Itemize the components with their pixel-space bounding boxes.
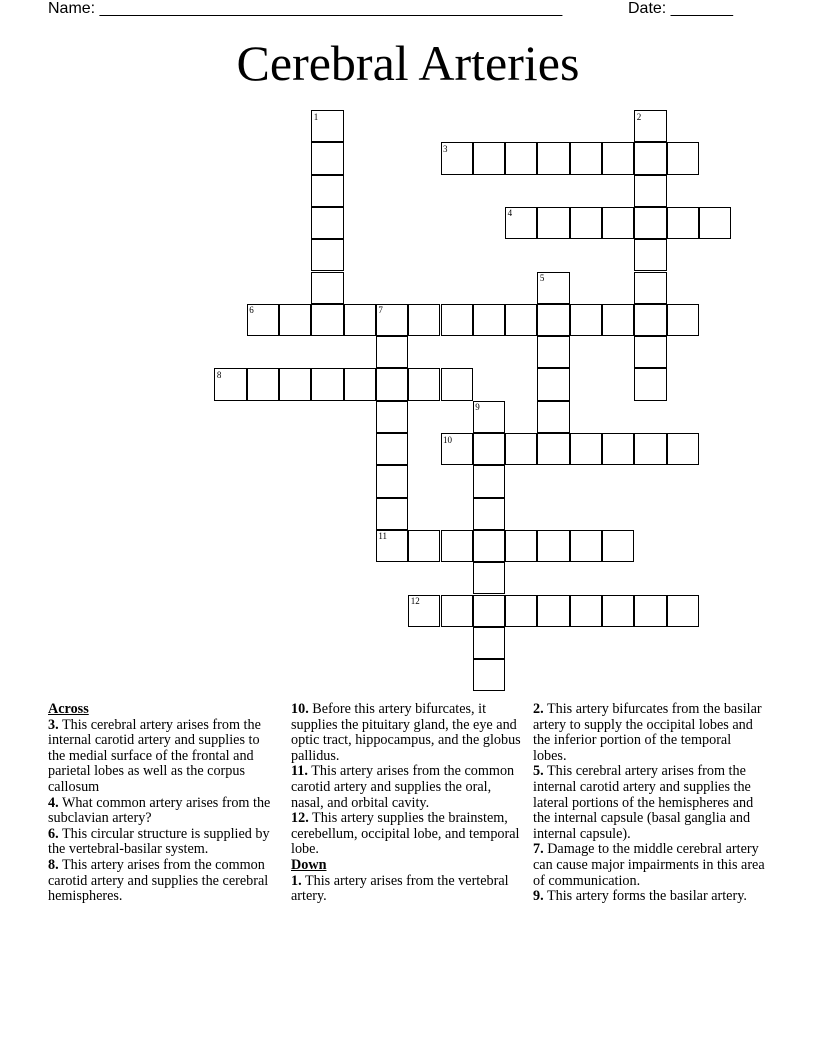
clue-across-12: 12. This artery supplies the brainstem, cerebellum, occipital lobe, and temporal lobe. [291,810,520,858]
clue-number-11: 11 [378,531,388,542]
grid-cell[interactable] [473,595,505,627]
grid-cell[interactable] [537,595,569,627]
clue-column-2 [291,702,523,905]
grid-cell[interactable] [441,530,473,562]
grid-cell[interactable] [408,304,440,336]
grid-cell[interactable] [473,627,505,659]
grid-cell[interactable] [376,465,408,497]
grid-cell[interactable] [634,272,666,304]
clue-across-6: 6. This circular structure is supplied by the vertebral-basilar system. [48,825,270,858]
grid-cell[interactable] [667,304,699,336]
grid-cell[interactable] [667,595,699,627]
grid-cell[interactable] [344,304,376,336]
grid-cell[interactable] [505,304,537,336]
name-field-label: Name: ____________________________________________________ [48,0,563,17]
grid-cell[interactable] [570,433,602,465]
clue-number-6: 6 [249,305,254,316]
grid-cell[interactable] [667,433,699,465]
grid-cell[interactable] [570,142,602,174]
grid-cell[interactable] [537,304,569,336]
grid-cell[interactable] [311,272,343,304]
grid-cell[interactable] [311,142,343,174]
grid-cell[interactable] [279,304,311,336]
grid-cell[interactable] [473,498,505,530]
grid-cell[interactable] [441,368,473,400]
grid-cell[interactable] [667,207,699,239]
grid-cell[interactable] [505,433,537,465]
grid-cell[interactable] [473,304,505,336]
grid-cell[interactable] [311,304,343,336]
grid-cell[interactable] [441,595,473,627]
grid-cell[interactable] [634,595,666,627]
grid-cell[interactable] [667,142,699,174]
grid-cell[interactable] [311,368,343,400]
grid-cell[interactable] [570,595,602,627]
grid-cell[interactable] [570,530,602,562]
clue-number-10: 10 [443,434,452,445]
clue-number-1: 1 [313,111,319,122]
grid-cell[interactable] [634,175,666,207]
clue-across-11: 11. This artery arises from the common carotid artery and supplies the oral, nasal, and orbital cavity. [291,763,515,811]
clue-across-3: 3. This cerebral artery arises from the internal carotid artery and supplies to the medial surface of the frontal and parietal lobes as well as the corpus callosum [48,716,261,795]
grid-cell[interactable] [537,207,569,239]
clue-column-1 [48,702,280,905]
grid-cell[interactable] [602,530,634,562]
clue-down-7: 7. Damage to the middle cerebral artery can cause major impairments in this area of communication. [533,841,765,889]
grid-cell[interactable] [473,530,505,562]
grid-cell[interactable] [344,368,376,400]
grid-cell[interactable] [473,433,505,465]
grid-cell[interactable] [505,595,537,627]
clue-down-1: 1. This artery arises from the vertebral artery. [291,872,509,905]
grid-cell[interactable] [376,401,408,433]
clue-number-3: 3 [443,143,448,154]
grid-cell[interactable] [699,207,731,239]
grid-cell[interactable] [376,336,408,368]
grid-cell[interactable] [634,207,666,239]
grid-cell[interactable] [473,465,505,497]
clue-down-5: 5. This cerebral artery arises from the internal carotid artery and supplies the lateral portions of the hemispheres and the internal capsule (basal ganglia and internal capsule). [533,763,754,842]
clue-across-8: 8. This artery arises from the common carotid artery and supplies the cerebral hemispheres. [48,856,269,905]
grid-cell[interactable] [602,595,634,627]
grid-cell[interactable] [602,433,634,465]
grid-cell[interactable] [537,142,569,174]
grid-cell[interactable] [634,433,666,465]
clue-number-4: 4 [507,208,513,219]
clue-column-3 [533,702,765,905]
grid-cell[interactable] [473,142,505,174]
grid-cell[interactable] [634,239,666,271]
grid-cell[interactable] [570,207,602,239]
grid-cell[interactable] [537,401,569,433]
grid-cell[interactable] [247,368,279,400]
clue-number-5: 5 [539,273,545,283]
grid-cell[interactable] [602,142,634,174]
clue-number-8: 8 [216,369,222,380]
grid-cell[interactable] [602,207,634,239]
clue-down-2: 2. This artery bifurcates from the basilar artery to supply the occipital lobes and the inferior portion of the temporal lobes. [533,701,762,764]
clue-number-9: 9 [475,402,480,413]
clue-number-2: 2 [636,111,642,122]
grid-cell[interactable] [408,368,440,400]
grid-cell[interactable] [634,304,666,336]
grid-cell[interactable] [376,368,408,400]
grid-cell[interactable] [441,304,473,336]
across-heading: Across [48,701,89,717]
grid-cell[interactable] [279,368,311,400]
grid-cell[interactable] [473,562,505,594]
grid-cell[interactable] [505,530,537,562]
clue-down-9: 9. This artery forms the basilar artery. [533,888,747,905]
clue-number-12: 12 [410,596,420,606]
page-title: Cerebral Arteries [236,35,580,91]
grid-cell[interactable] [537,530,569,562]
grid-cell[interactable] [537,336,569,368]
clue-number-7: 7 [378,305,383,316]
clue-across-4: 4. What common artery arises from the subclavian artery? [48,794,271,827]
grid-cell[interactable] [408,530,440,562]
grid-cell[interactable] [602,304,634,336]
date-field-label: Date: _______ [628,0,733,17]
grid-cell[interactable] [537,433,569,465]
grid-cell[interactable] [505,142,537,174]
grid-cell[interactable] [311,239,343,271]
grid-cell[interactable] [634,336,666,368]
grid-cell[interactable] [311,175,343,207]
grid-cell[interactable] [376,433,408,465]
grid-cell[interactable] [311,207,343,239]
grid-cell[interactable] [537,368,569,400]
grid-cell[interactable] [473,659,505,691]
grid-cell[interactable] [570,304,602,336]
clue-across-10: 10. Before this artery bifurcates, it supplies the pituitary gland, the eye and optic tract, hippocampus, and the globus pallidus. [291,701,521,764]
grid-cell[interactable] [376,498,408,530]
grid-cell[interactable] [634,368,666,400]
down-heading: Down [291,856,327,873]
grid-cell[interactable] [634,142,666,174]
